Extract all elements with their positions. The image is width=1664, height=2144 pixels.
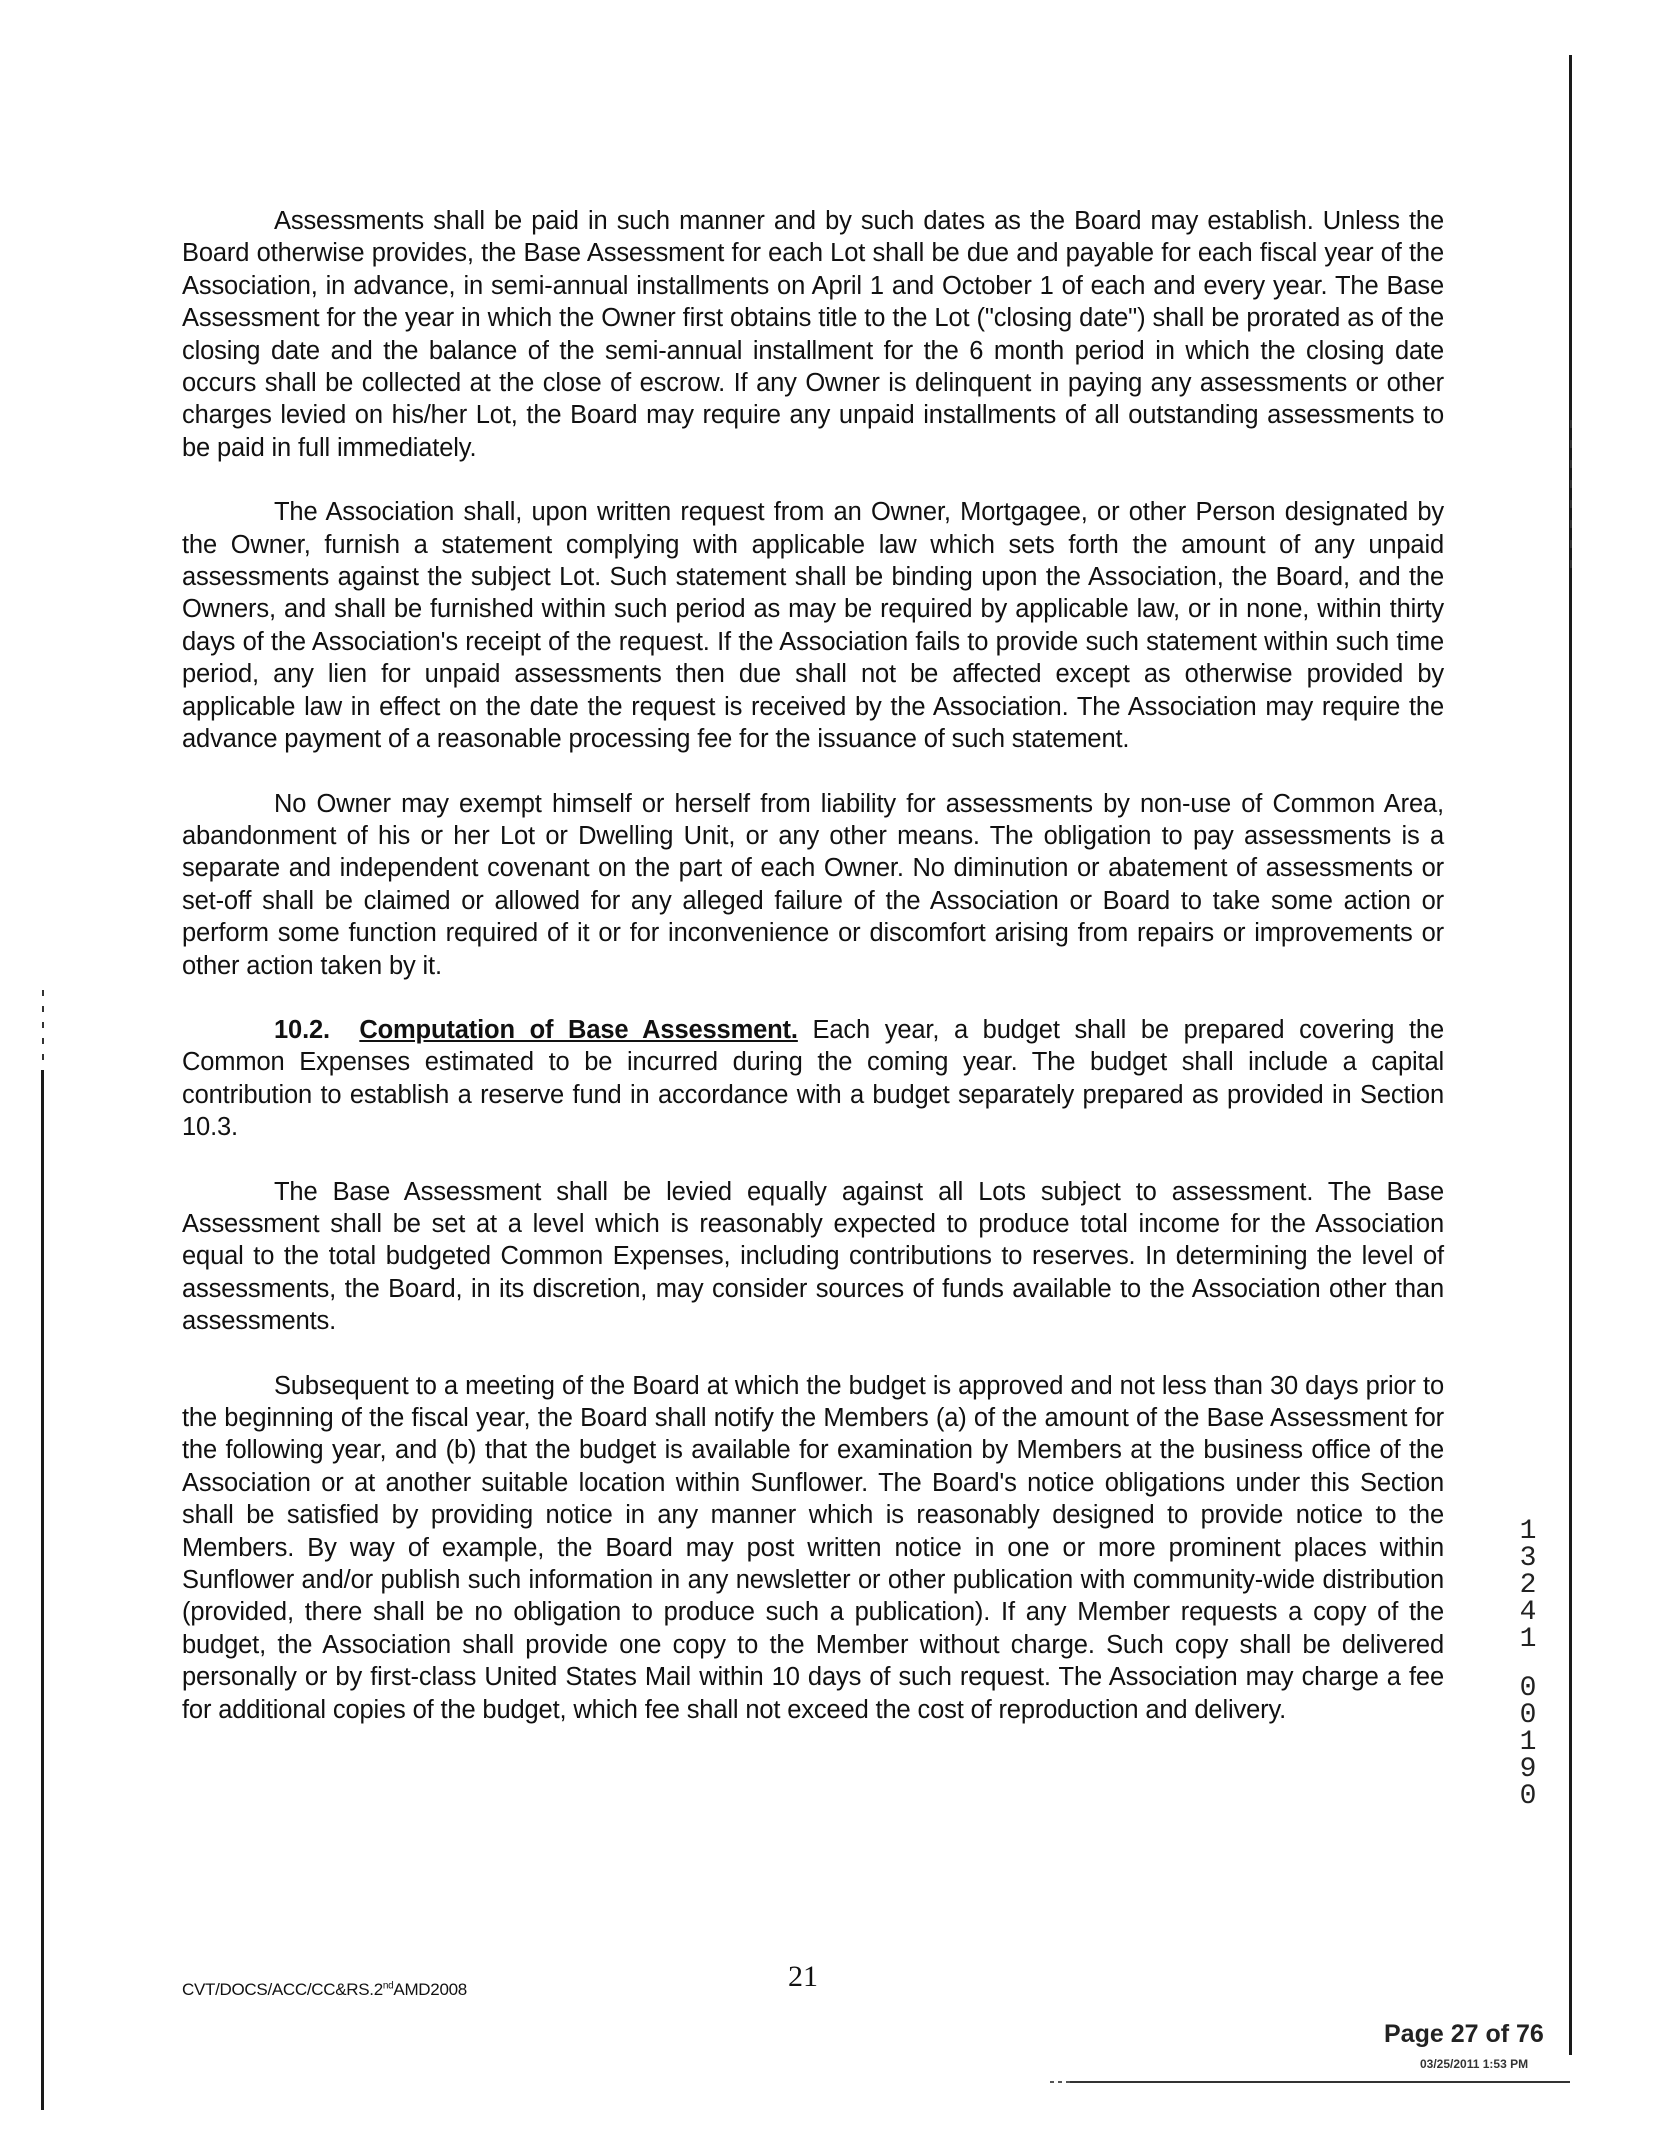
document-reference [182, 1980, 467, 2000]
recording-number-stamp [1513, 1518, 1543, 1810]
doc-ref-prefix: CVT/DOCS/ACC/CC&RS.2 [182, 1980, 383, 1999]
paragraph-no-exemption: No Owner may exempt himself or herself from liability for assessments by non-use of Common Area, abandonment of his or her Lot or Dwelling Unit, or any other means. The obligation to pay assessments is a separate and independent covenant on the part of each Owner. No diminution or abatement of assessments or set-off shall be claimed or allowed for any alleged failure of the Association or Board to take some action or perform some function required of it or for inconvenience or discomfort arising from repairs or improvements or other action taken by it. [182, 789, 1444, 980]
stamp-digit: 0 [1519, 1700, 1537, 1731]
stamp-digit: 3 [1519, 1543, 1537, 1574]
paragraph-base-assessment-level: The Base Assessment shall be levied equally against all Lots subject to assessment. The Base Assessment shall be set at a level which is reasonably expected to produce total income for the Association equal to the total budgeted Common Expenses, including contributions to reserves. In determining the level of assessments, the Board, in its discretion, may consider sources of funds available to the Association other than assessments. [182, 1177, 1444, 1336]
section-10-2 [182, 1014, 1444, 1144]
paragraph-unpaid-statement: The Association shall, upon written request from an Owner, Mortgagee, or other Person designated by the Owner, furnish a statement complying with applicable law which sets forth the amount of any unpaid assessments against the subject Lot. Such statement shall be binding upon the Association, the Board, and the Owners, and shall be furnished within such period as may be required by applicable law, or in none, within thirty days of the Association's receipt of the request. If the Association fails to provide such statement within such time period, any lien for unpaid assessments then due shall not be affected except as otherwise provided by applicable law in effect on the date the request is received by the Association. The Association may require the advance payment of a reasonable processing fee for the issuance of such statement. [182, 498, 1444, 754]
page-number: 21 [788, 1960, 818, 1993]
page-count: Page 27 of 76 [1384, 2020, 1544, 2048]
stamp-digit: 1 [1519, 1727, 1537, 1758]
print-timestamp: 03/25/2011 1:53 PM [1420, 2057, 1529, 2071]
stamp-digit: 1 [1519, 1624, 1537, 1655]
bottom-rule [1070, 2081, 1570, 2083]
scan-edge-line-left [41, 1070, 44, 2110]
stamp-digit: 4 [1519, 1597, 1537, 1628]
doc-ref-superscript: nd [382, 1980, 394, 1992]
section-title: Computation of Base Assessment. [359, 1015, 798, 1044]
bottom-rule-dots [1050, 2081, 1070, 2083]
scan-edge-dots-right [1570, 420, 1572, 580]
doc-ref-suffix: AMD2008 [393, 1980, 467, 1999]
paragraph-budget-notice: Subsequent to a meeting of the Board at which the budget is approved and not less than 30 days prior to the beginning of the fiscal year, the Board shall notify the Members (a) of the amount of the Base Assessment for the following year, and (b) that the budget is available for examination by Members at the business office of the Association or at another suitable location within Sunflower. The Board's notice obligations under this Section shall be satisfied by providing notice in any manner which is reasonably designed to provide notice to the Members. By way of example, the Board may post written notice in one or more prominent places within Sunflower and/or publish such information in any newsletter or other publication with community-wide distribution (provided, there shall be no obligation to produce such a publication). If any Member requests a copy of the budget, the Association shall provide one copy to the Member without charge. Such copy shall be delivered personally or by first-class United States Mail within 10 days of such request. The Association may charge a fee for additional copies of the budget, which fee shall not exceed the cost of reproduction and delivery. [182, 1371, 1444, 1724]
stamp-digit: 1 [1519, 1516, 1537, 1547]
scan-edge-dots-left [42, 990, 44, 1070]
paragraph-assessment-payment: Assessments shall be paid in such manner and by such dates as the Board may establish. Unless the Board otherwise provides, the Base Assessment for each Lot shall be due and payable for each fiscal year of the Association, in advance, in semi-annual installments on April 1 and October 1 of each and every year. The Base Assessment for the year in which the Owner first obtains title to the Lot ("closing date") shall be prorated as of the closing date and the balance of the semi-annual installment for the 6 month period in which the closing date occurs shall be collected at the close of escrow. If any Owner is delinquent in paying any assessments or other charges levied on his/her Lot, the Board may require any unpaid installments of all outstanding assessments to be paid in full immediately. [182, 207, 1444, 462]
section-number: 10.2. [274, 1015, 330, 1044]
stamp-gap [1513, 1653, 1543, 1675]
stamp-digit: 0 [1519, 1781, 1537, 1812]
scan-edge-line-right [1569, 55, 1572, 2055]
stamp-digit: 2 [1519, 1570, 1537, 1601]
stamp-digit: 0 [1519, 1673, 1537, 1704]
stamp-digit: 9 [1519, 1754, 1537, 1785]
document-body [182, 205, 1444, 1758]
section-text: Each year, a budget shall be prepared covering the Common Expenses estimated to be incurred during the coming year. The budget shall include a capital contribution to establish a reserve fund in accordance with a budget separately prepared as provided in Section 10.3. [182, 1015, 1444, 1142]
